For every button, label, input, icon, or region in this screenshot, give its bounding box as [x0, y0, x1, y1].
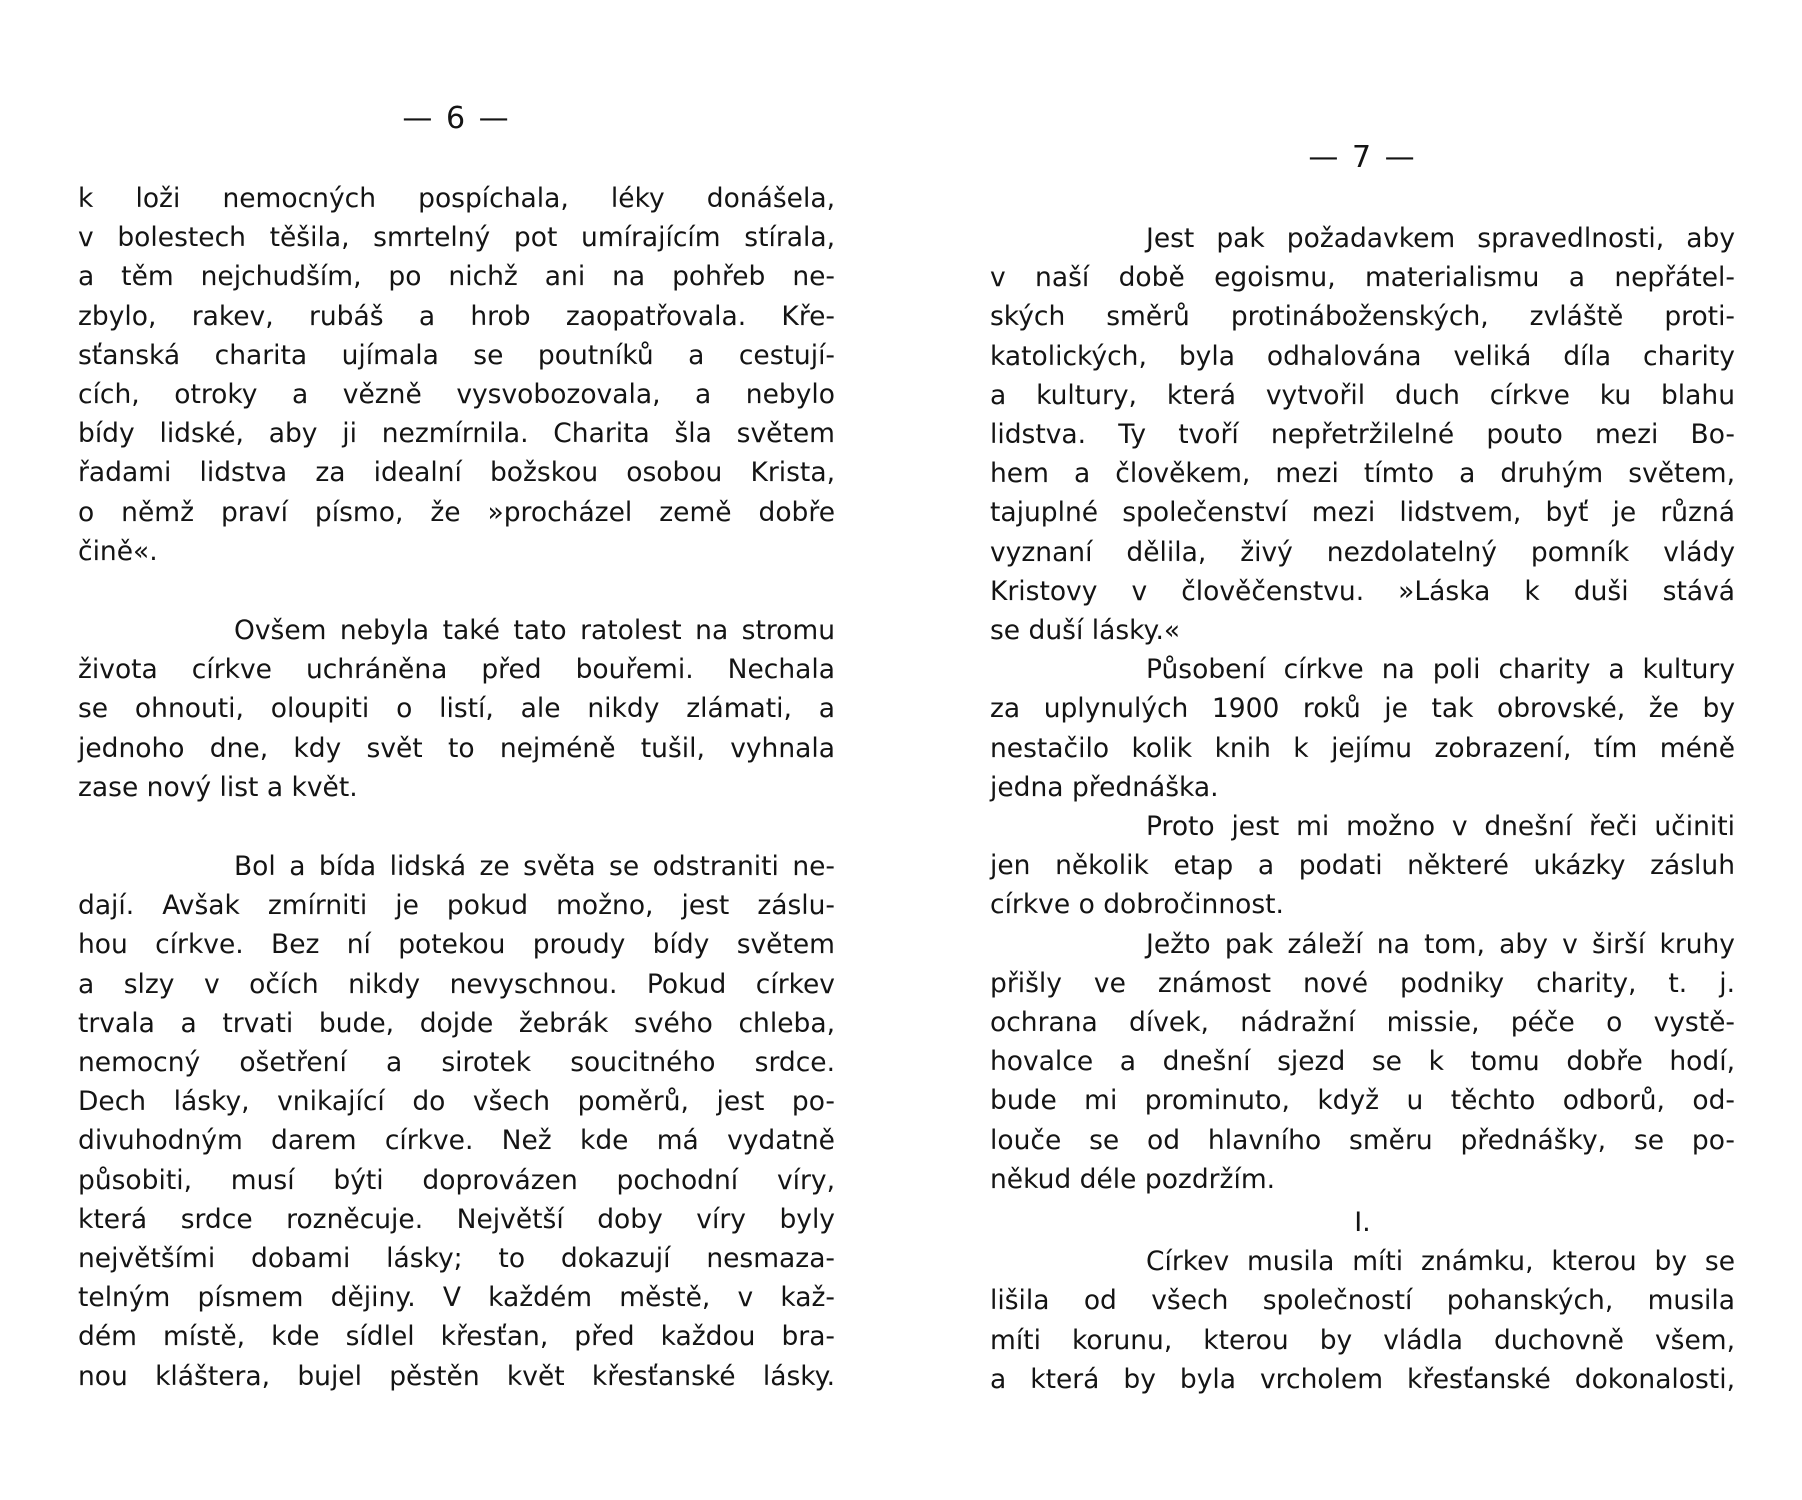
text-line: lišila od všech společností pohanských, musila	[990, 1285, 1735, 1317]
text-line: Ovšem nebyla také tato ratolest na stromu	[234, 615, 835, 647]
text-line: bídy lidské, aby ji nezmírnila. Charita šla světem	[78, 418, 835, 450]
text-line: jednoho dne, kdy svět to nejméně tušil, vyhnala	[78, 732, 835, 764]
text-line: sťanská charita ujímala se poutníků a cestují-	[78, 339, 835, 371]
right-page-text	[990, 219, 1735, 1399]
text-line: Jest pak požadavkem spravedlnosti, aby	[1146, 223, 1735, 254]
text-line: cích, otroky a vězně vysvobozovala, a nebylo	[78, 379, 835, 411]
text-line: největšími dobami lásky; to dokazují nesmaza-	[78, 1243, 835, 1275]
text-line: míti korunu, kterou by vládla duchovně všem,	[990, 1324, 1735, 1356]
text-line: divuhodným darem církve. Než kde má vydatně	[78, 1125, 835, 1157]
text-line: nestačilo kolik knih k jejímu zobrazení, tím méně	[990, 732, 1735, 764]
text-line: nemocný ošetření a sirotek soucitného srdce.	[78, 1047, 835, 1079]
text-line: dém místě, kde sídlel křesťan, před každou bra-	[78, 1321, 835, 1353]
paragraph-right-5	[990, 1242, 1735, 1399]
text-line: života církve uchráněna před bouřemi. Nechala	[78, 654, 835, 686]
left-page-text	[78, 179, 835, 1396]
text-line: telným písmem dějiny. V každém městě, v kaž-	[78, 1282, 835, 1314]
text-line: katolických, byla odhalována veliká díla charity	[990, 340, 1735, 372]
paragraph-right-1	[990, 219, 1735, 650]
text-line: hem a člověkem, mezi tímto a druhým světem,	[990, 458, 1735, 490]
paragraph-right-4	[990, 925, 1735, 1199]
text-line: ských směrů protináboženských, zvláště proti-	[990, 301, 1735, 333]
text-line: bude mi prominuto, když u těchto odborů, od-	[990, 1085, 1735, 1117]
text-line: přišly ve známost nové podniky charity, t. j.	[990, 967, 1735, 999]
page-number-left: — 6 —	[402, 101, 511, 136]
text-line: zase nový list a květ.	[78, 771, 358, 803]
text-line: a která by byla vrcholem křesťanské dokonalosti,	[990, 1363, 1735, 1395]
text-line: v bolestech těšila, smrtelný pot umírajícím stírala,	[78, 222, 835, 254]
text-line: církve o dobročinnost.	[990, 889, 1284, 921]
text-line: Bol a bída lidská ze světa se odstraniti ne-	[234, 851, 835, 883]
text-line: jedna přednáška.	[990, 771, 1219, 803]
text-line: Působení církve na poli charity a kultury	[1146, 654, 1735, 686]
text-line: řadami lidstva za idealní božskou osobou Krista,	[78, 457, 835, 489]
text-line: ochrana dívek, nádražní missie, péče o vystě-	[990, 1007, 1735, 1039]
text-line: a těm nejchudším, po nichž ani na pohřeb ne-	[78, 261, 835, 293]
text-line: hovalce a dnešní sjezd se k tomu dobře hodí,	[990, 1046, 1735, 1078]
text-line: lidstva. Ty tvoří nepřetržilelné pouto mezi Bo-	[990, 419, 1735, 451]
text-line: jen několik etap a podati některé ukázky zásluh	[990, 850, 1735, 882]
text-line: vyznaní dělila, živý nezdolatelný pomník vlády	[990, 536, 1735, 568]
paragraph-left-3	[78, 847, 835, 1396]
text-line: Dech lásky, vnikající do všech poměrů, jest po-	[78, 1086, 835, 1118]
text-line: trvala a trvati bude, dojde žebrák svého chleba,	[78, 1007, 835, 1039]
text-line: se ohnouti, oloupiti o listí, ale nikdy zlámati, a	[78, 693, 835, 725]
paragraph-left-1	[78, 179, 835, 571]
text-line: zbylo, rakev, rubáš a hrob zaopatřovala. Kře-	[78, 300, 835, 332]
text-line: k loži nemocných pospíchala, léky donášela,	[78, 183, 835, 214]
paragraph-right-2	[990, 650, 1735, 807]
text-line: louče se od hlavního směru přednášky, se po-	[990, 1124, 1735, 1156]
left-page	[78, 0, 835, 1500]
text-line: dají. Avšak zmírniti je pokud možno, jest záslu-	[78, 890, 835, 922]
text-line: o němž praví písmo, že »procházel země dobře	[78, 496, 835, 528]
text-line: Ježto pak záleží na tom, aby v širší kruhy	[1146, 928, 1735, 960]
text-line: Kristovy v člověčenstvu. »Láska k duši stává	[990, 575, 1735, 607]
text-line: někud déle pozdržím.	[990, 1163, 1276, 1195]
text-line: tajuplné společenství mezi lidstvem, byť je různá	[990, 497, 1735, 529]
text-line: hou církve. Bez ní potekou proudy bídy světem	[78, 929, 835, 961]
paragraph-left-2	[78, 611, 835, 807]
paragraph-right-3	[990, 807, 1735, 925]
text-line: v naší době egoismu, materialismu a nepřátel-	[990, 262, 1735, 294]
text-line: která srdce rozněcuje. Největší doby víry byly	[78, 1203, 835, 1235]
text-line: a slzy v očích nikdy nevyschnou. Pokud církev	[78, 968, 835, 1000]
text-line: Proto jest mi možno v dnešní řeči učiniti	[1146, 811, 1735, 843]
right-page	[990, 0, 1735, 1500]
text-line: se duší lásky.«	[990, 615, 1181, 647]
section-heading: I.	[1354, 1207, 1371, 1239]
text-line: nou kláštera, bujel pěstěn květ křesťanské lásky.	[78, 1360, 835, 1392]
text-line: působiti, musí býti doprovázen pochodní víry,	[78, 1164, 835, 1196]
text-line: Církev musila míti známku, kterou by se	[1146, 1246, 1735, 1278]
text-line: a kultury, která vytvořil duch církve ku blahu	[990, 379, 1735, 411]
text-line: za uplynulých 1900 roků je tak obrovské, že by	[990, 693, 1735, 725]
page-number-right: — 7 —	[1308, 140, 1417, 175]
text-line: čině«.	[78, 535, 158, 567]
